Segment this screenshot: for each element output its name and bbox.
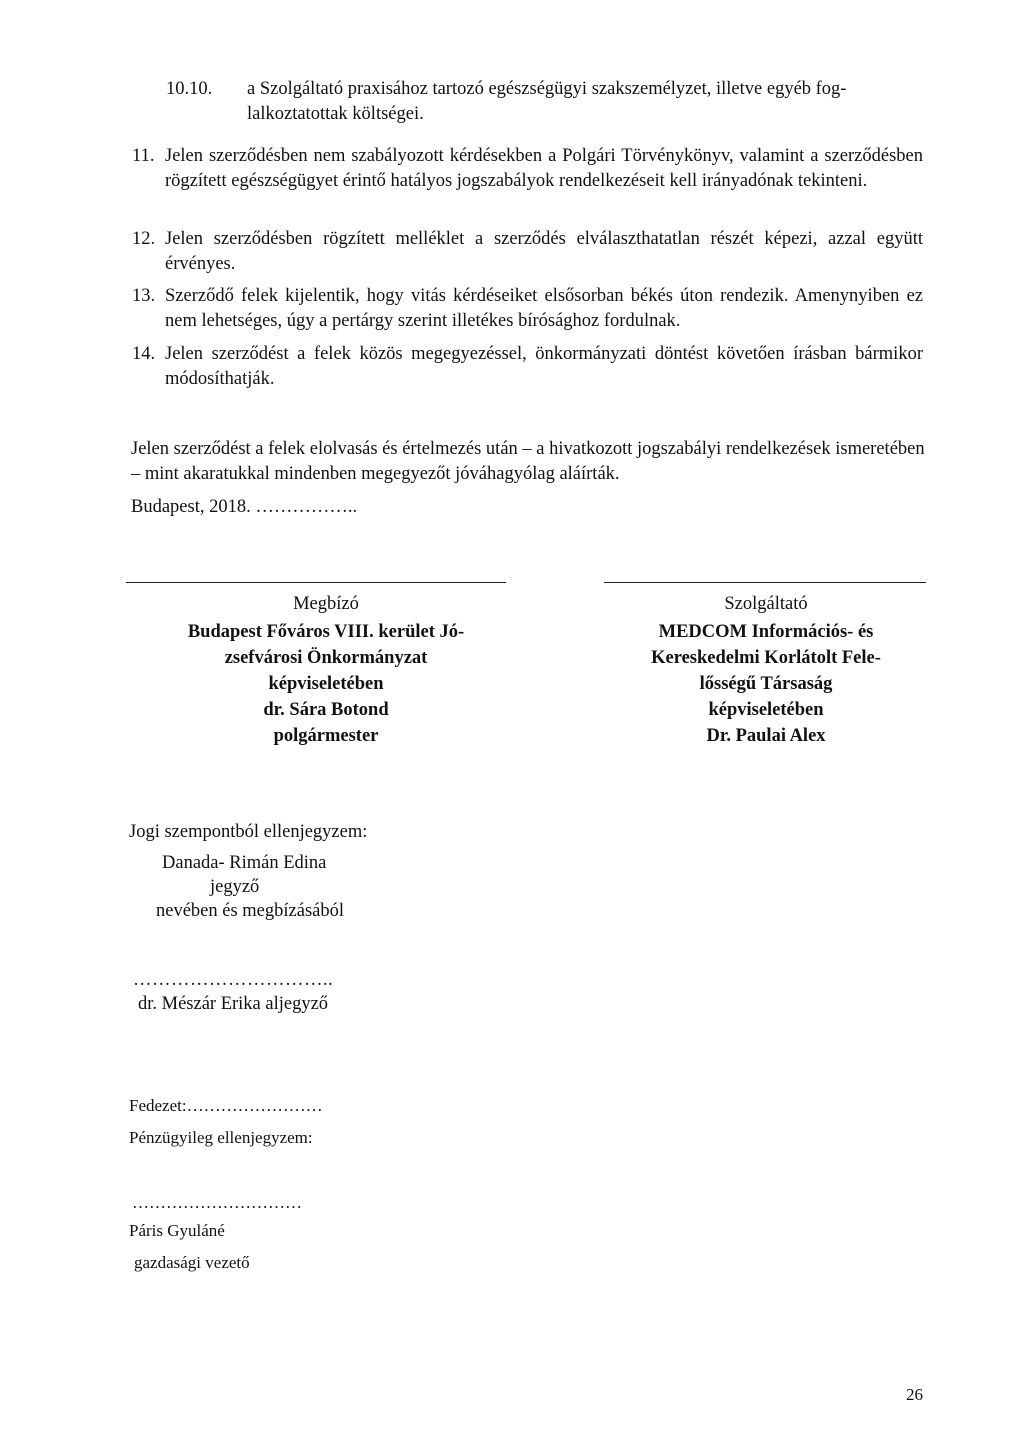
place-date: Budapest, 2018. …………….. xyxy=(131,497,358,517)
clause-text: Szerződő felek kijelentik, hogy vitás kérdéseiket elsősorban békés úton rendezik. Amenynyiben ez nem lehetséges, úgy a pertárgy szerint illetékes bírósághoz fordulnak. xyxy=(165,286,923,331)
signatory-line: képviseletében xyxy=(708,700,824,720)
signatory-line: Dr. Paulai Alex xyxy=(706,726,826,746)
clause-text: a Szolgáltató praxisához tartozó egészségügyi szakszemélyzet, illetve egyéb fog-lalkoztatottak költségei. xyxy=(247,79,847,124)
finance-name: Páris Gyuláné xyxy=(129,1221,225,1240)
closing-paragraph: Jelen szerződést a felek elolvasás és értelmezés után – a hivatkozott jogszabályi rendelkezések ismeretében – mint akaratukkal mindenben megegyezőt jóváhagyólag aláírták. xyxy=(131,439,925,484)
signatory-left xyxy=(156,591,496,749)
finance-title: gazdasági vezető xyxy=(134,1253,250,1272)
clause-14 xyxy=(132,342,926,392)
signatory-line: polgármester xyxy=(273,726,379,746)
signatory-line: Budapest Főváros VIII. kerület Jó- xyxy=(187,622,465,642)
clause-13 xyxy=(132,284,926,334)
legal-deputy: dr. Mészár Erika aljegyző xyxy=(138,994,329,1014)
legal-behalf: nevében és megbízásából xyxy=(156,901,345,921)
signature-line-left xyxy=(126,582,506,583)
clause-12 xyxy=(132,227,926,277)
signatory-right xyxy=(606,591,926,749)
finance-approval: Pénzügyileg ellenjegyzem: xyxy=(129,1128,313,1147)
finance-coverage: Fedezet:…………………… xyxy=(129,1096,323,1115)
signatory-role: Megbízó xyxy=(293,594,359,614)
clause-10-10 xyxy=(166,77,926,127)
finance-dots: ………………………… xyxy=(132,1193,302,1212)
clause-number: 14. xyxy=(132,344,156,364)
signature-line-right xyxy=(604,582,926,583)
clause-text: Jelen szerződésben rögzített melléklet a szerződés elválaszthatatlan részét képezi, azzal együtt érvényes. xyxy=(165,229,923,274)
signatory-line: MEDCOM Információs- és xyxy=(658,622,874,642)
clause-number: 12. xyxy=(132,229,156,249)
signatory-line: zsefvárosi Önkormányzat xyxy=(224,648,428,668)
clause-number: 11. xyxy=(132,146,155,166)
signatory-role: Szolgáltató xyxy=(724,594,808,614)
clause-text: Jelen szerződésben nem szabályozott kérdésekben a Polgári Törvénykönyv, valamint a szerződésben rögzített egészségügyet érintő hatályos jogszabályok rendelkezéseit kell irányadónak tekinteni. xyxy=(165,146,923,191)
legal-title: jegyző xyxy=(210,877,260,897)
page-number: 26 xyxy=(906,1385,923,1404)
legal-dots: ………………………….. xyxy=(133,970,334,990)
signatory-line: lősségű Társaság xyxy=(699,674,833,694)
clause-number: 13. xyxy=(132,286,156,306)
clause-text: Jelen szerződést a felek közös megegyezéssel, önkormányzati döntést követően írásban bármikor módosíthatják. xyxy=(165,344,923,389)
legal-heading: Jogi szempontból ellenjegyzem: xyxy=(129,822,368,842)
signatory-line: képviseletében xyxy=(268,674,384,694)
clause-11 xyxy=(132,144,926,194)
clause-number: 10.10. xyxy=(166,79,213,99)
signatory-line: dr. Sára Botond xyxy=(263,700,389,720)
signatory-line: Kereskedelmi Korlátolt Fele- xyxy=(651,648,881,668)
legal-name: Danada- Rimán Edina xyxy=(162,853,327,873)
